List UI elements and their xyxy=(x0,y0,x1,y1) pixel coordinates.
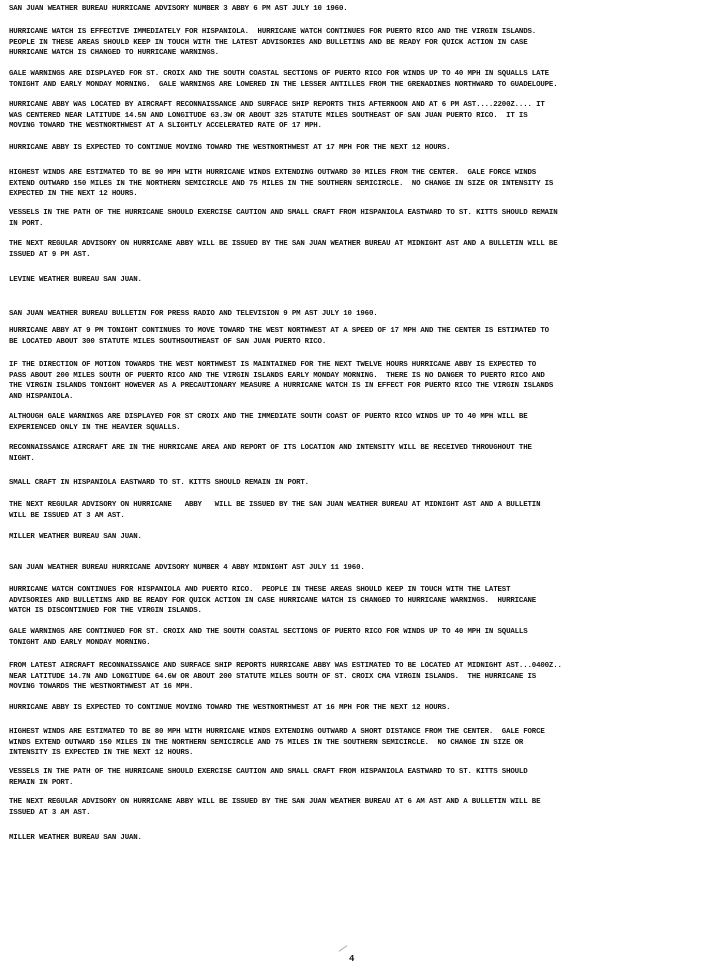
advisory-3-paragraph: HIGHEST WINDS ARE ESTIMATED TO BE 90 MPH WITH HURRICANE WINDS EXTENDING OUTWARD 30 MILES FROM THE CENTER. GALE FORCE WINDS EXTEND OUTWARD 150 MILES IN THE NORTHERN SEMICIRCLE AND 75 MILES IN THE SOUTHERN SEMICIRCLE. NO CHANGE IN SIZE OR INTENSITY IS EXPECTED IN THE NEXT 12 HOURS. xyxy=(9,169,554,199)
advisory-3-paragraph: VESSELS IN THE PATH OF THE HURRICANE SHOULD EXERCISE CAUTION AND SMALL CRAFT FROM HISPANIOLA EASTWARD TO ST. KITTS SHOULD REMAIN IN PORT. xyxy=(9,209,558,228)
advisory-3-signature: LEVINE WEATHER BUREAU SAN JUAN. xyxy=(9,276,142,284)
advisory-3-paragraph: HURRICANE ABBY WAS LOCATED BY AIRCRAFT RECONNAISSANCE AND SURFACE SHIP REPORTS THIS AFTERNOON AND AT 6 PM AST....2200Z.... IT WAS CENTERED NEAR LATITUDE 14.5N AND LONGITUDE 63.3W OR ABOUT 325 STATUTE MILES SOUTHEAST OF SAN JUAN PUERTO RICO. IT IS MOVING TOWARD THE WESTNORTHWEST AT A SLIGHTLY ACCELERATED RATE OF 17 MPH. xyxy=(9,101,545,131)
pencil-mark xyxy=(339,945,348,952)
advisory-4-signature: MILLER WEATHER BUREAU SAN JUAN. xyxy=(9,834,142,842)
advisory-4-paragraph: HIGHEST WINDS ARE ESTIMATED TO BE 80 MPH WITH HURRICANE WINDS EXTENDING OUTWARD A SHORT DISTANCE FROM THE CENTER. GALE FORCE WINDS EXTEND OUTWARD 150 MILES IN THE NORTHERN SEMICIRCLE AND 75 MILES IN THE SOUTHERN SEMICIRCLE. NO CHANGE IN SIZE OR INTENSITY IS EXPECTED IN THE NEXT 12 HOURS. xyxy=(9,728,545,758)
bulletin-paragraph: ALTHOUGH GALE WARNINGS ARE DISPLAYED FOR ST CROIX AND THE IMMEDIATE SOUTH COAST OF PUERTO RICO WINDS UP TO 40 MPH WILL BE EXPERIENCED ONLY IN THE HEAVIER SQUALLS. xyxy=(9,413,528,432)
advisory-3-paragraph: HURRICANE WATCH IS EFFECTIVE IMMEDIATELY FOR HISPANIOLA. HURRICANE WATCH CONTINUES FOR PUERTO RICO AND THE VIRGIN ISLANDS. PEOPLE IN THESE AREAS SHOULD KEEP IN TOUCH WITH THE LATEST ADVISORIES AND BULLETINS AND BE READY FOR QUICK ACTION IN CASE HURRICANE WATCH IS CHANGED TO HURRICANE WARNINGS. xyxy=(9,28,537,58)
advisory-4-paragraph: HURRICANE ABBY IS EXPECTED TO CONTINUE MOVING TOWARD THE WESTNORTHWEST AT 16 MPH FOR THE NEXT 12 HOURS. xyxy=(9,704,451,712)
advisory-4-paragraph: FROM LATEST AIRCRAFT RECONNAISSANCE AND SURFACE SHIP REPORTS HURRICANE ABBY WAS ESTIMATED TO BE LOCATED AT MIDNIGHT AST...0400Z.. NEAR LATITUDE 14.7N AND LONGITUDE 64.6W OR ABOUT 200 STATUTE MILES SOUTH OF ST. CROIX CMA VIRGIN ISLANDS. THE HURRICANE IS MOVING TOWARDS THE WESTNORTHWEST AT 16 MPH. xyxy=(9,662,562,692)
bulletin-signature: MILLER WEATHER BUREAU SAN JUAN. xyxy=(9,533,142,541)
bulletin-paragraph: SMALL CRAFT IN HISPANIOLA EASTWARD TO ST. KITTS SHOULD REMAIN IN PORT. xyxy=(9,479,309,487)
advisory-3-paragraph: GALE WARNINGS ARE DISPLAYED FOR ST. CROIX AND THE SOUTH COASTAL SECTIONS OF PUERTO RICO FOR WINDS UP TO 40 MPH IN SQUALLS LATE TONIGHT AND EARLY MONDAY MORNING. GALE WARNINGS ARE LOWERED IN THE LESSER ANTILLES FROM THE GRENADINES NORTHWARD TO GUADELOUPE. xyxy=(9,70,558,89)
bulletin-paragraph: RECONNAISSANCE AIRCRAFT ARE IN THE HURRICANE AREA AND REPORT OF ITS LOCATION AND INTENSITY WILL BE RECEIVED THROUGHOUT THE NIGHT. xyxy=(9,444,532,463)
page-number: 4 xyxy=(349,954,355,964)
advisory-3-paragraph: THE NEXT REGULAR ADVISORY ON HURRICANE ABBY WILL BE ISSUED BY THE SAN JUAN WEATHER BUREAU AT MIDNIGHT AST AND A BULLETIN WILL BE ISSUED AT 9 PM AST. xyxy=(9,240,558,259)
advisory-4-paragraph: VESSELS IN THE PATH OF THE HURRICANE SHOULD EXERCISE CAUTION AND SMALL CRAFT FROM HISPANIOLA EASTWARD TO ST. KITTS SHOULD REMAIN IN PORT. xyxy=(9,768,528,787)
bulletin-paragraph: HURRICANE ABBY AT 9 PM TONIGHT CONTINUES TO MOVE TOWARD THE WEST NORTHWEST AT A SPEED OF 17 MPH AND THE CENTER IS ESTIMATED TO BE LOCATED ABOUT 300 STATUTE MILES SOUTHSOUTHEAST OF SAN JUAN PUERTO RICO. xyxy=(9,327,549,346)
bulletin-paragraph: IF THE DIRECTION OF MOTION TOWARDS THE WEST NORTHWEST IS MAINTAINED FOR THE NEXT TWELVE HOURS HURRICANE ABBY IS EXPECTED TO PASS ABOUT 200 MILES SOUTH OF PUERTO RICO AND THE VIRGIN ISLANDS EARLY MONDAY MORNING. THERE IS NO DANGER TO PUERTO RICO AND THE VIRGIN ISLANDS TONIGHT HOWEVER AS A PRECAUTIONARY MEASURE A HURRICANE WATCH IS IN EFFECT FOR PUERTO RICO THE VIRGIN ISLANDS AND HISPANIOLA. xyxy=(9,361,554,401)
advisory-3-paragraph: HURRICANE ABBY IS EXPECTED TO CONTINUE MOVING TOWARD THE WESTNORTHWEST AT 17 MPH FOR THE NEXT 12 HOURS. xyxy=(9,144,451,152)
advisory-4-paragraph: HURRICANE WATCH CONTINUES FOR HISPANIOLA AND PUERTO RICO. PEOPLE IN THESE AREAS SHOULD KEEP IN TOUCH WITH THE LATEST ADVISORIES AND BULLETINS AND BE READY FOR QUICK ACTION IN CASE HURRICANE WATCH IS CHANGED TO HURRICANE WARNINGS. HURRICANE WATCH IS DISCONTINUED FOR THE VIRGIN ISLANDS. xyxy=(9,586,537,616)
advisory-4-paragraph: GALE WARNINGS ARE CONTINUED FOR ST. CROIX AND THE SOUTH COASTAL SECTIONS OF PUERTO RICO FOR WINDS UP TO 40 MPH IN SQUALLS TONIGHT AND EARLY MONDAY MORNING. xyxy=(9,628,528,647)
advisory-4-heading: SAN JUAN WEATHER BUREAU HURRICANE ADVISORY NUMBER 4 ABBY MIDNIGHT AST JULY 11 1960. xyxy=(9,564,365,572)
bulletin-paragraph: THE NEXT REGULAR ADVISORY ON HURRICANE ABBY WILL BE ISSUED BY THE SAN JUAN WEATHER BUREAU AT MIDNIGHT AST AND A BULLETIN WILL BE ISSUED AT 3 AM AST. xyxy=(9,501,541,520)
advisory-4-paragraph: THE NEXT REGULAR ADVISORY ON HURRICANE ABBY WILL BE ISSUED BY THE SAN JUAN WEATHER BUREAU AT 6 AM AST AND A BULLETIN WILL BE ISSUED AT 3 AM AST. xyxy=(9,798,541,817)
advisory-3-heading: SAN JUAN WEATHER BUREAU HURRICANE ADVISORY NUMBER 3 ABBY 6 PM AST JULY 10 1960. xyxy=(9,5,348,13)
bulletin-heading: SAN JUAN WEATHER BUREAU BULLETIN FOR PRESS RADIO AND TELEVISION 9 PM AST JULY 10 1960. xyxy=(9,310,378,318)
